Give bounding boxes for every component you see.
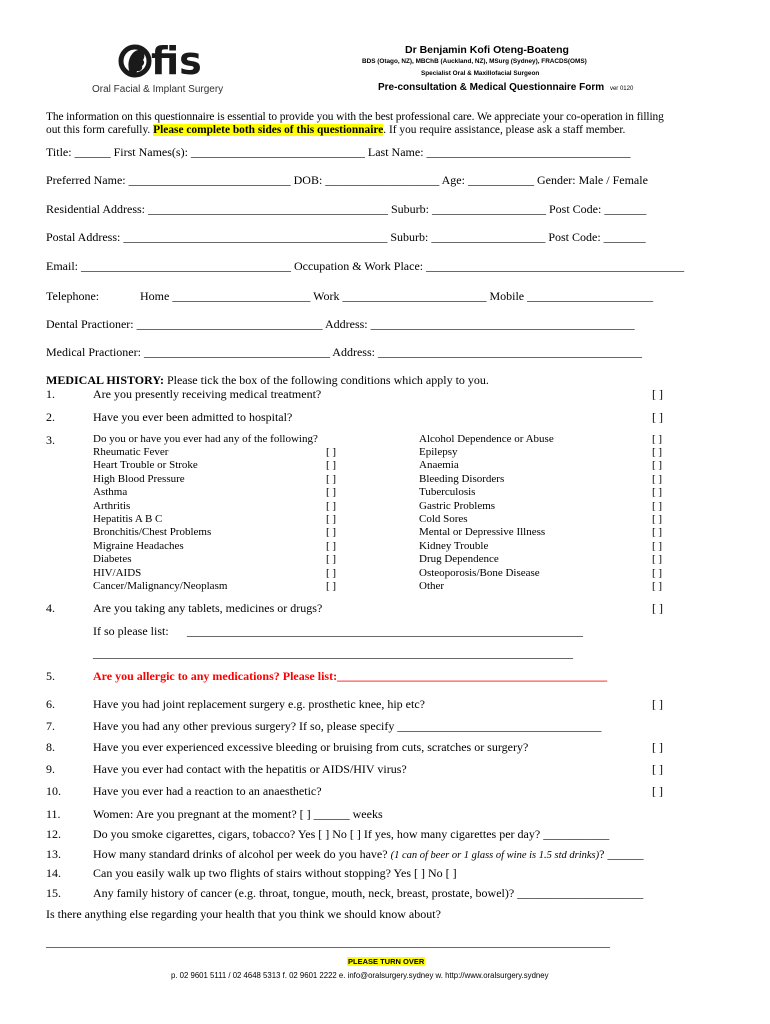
q10-number: 10.	[46, 784, 61, 798]
intro-text-end: . If you require assistance, please ask a staff member.	[383, 124, 626, 136]
condition-left: HIV/AIDS	[93, 566, 142, 579]
condition-right: Anaemia	[419, 459, 459, 472]
medical-history-instruction: Please tick the box of the following conditions which apply to you.	[166, 373, 489, 387]
condition-checkbox[interactable]: [ ]	[652, 553, 663, 566]
q6-text: Have you had joint replacement surgery e.g. prosthetic knee, hip etc?	[93, 697, 425, 711]
condition-checkbox[interactable]: [ ]	[652, 486, 663, 499]
q9-text: Have you ever had contact with the hepatitis or AIDS/HIV virus?	[93, 762, 407, 776]
residential-address-field[interactable]: Residential Address: ________________________________________ Suburb: ___________________ Post Code: _______	[46, 202, 647, 216]
telephone-fields[interactable]: Home _______________________ Work ________________________ Mobile _____________________	[140, 289, 654, 303]
q10-text: Have you ever had a reaction to an anaesthetic?	[93, 784, 322, 798]
condition-checkbox[interactable]: [ ]	[326, 539, 337, 552]
intro-highlight: Please complete both sides of this questionnaire	[153, 124, 384, 136]
condition-right: Epilepsy	[419, 446, 458, 458]
q11-pregnancy-field[interactable]: Women: Are you pregnant at the moment? [ ] ______ weeks	[93, 807, 383, 821]
logo-tagline: Oral Facial & Implant Surgery	[92, 84, 224, 95]
condition-checkbox[interactable]: [ ]	[652, 526, 663, 539]
footer-contact: p. 02 9601 5111 / 02 4648 5313 f. 02 9601 2222 e. info@oralsurgery.sydney w. http://www.oralsurgery.sydney	[171, 971, 549, 980]
postal-address-field[interactable]: Postal Address: ____________________________________________ Suburb: ___________________ Post Code: _______	[46, 230, 646, 244]
q15-number: 15.	[46, 886, 61, 900]
q5-number: 5.	[46, 669, 55, 683]
q4-list-line-1[interactable]: __________________________________________________________________	[187, 624, 583, 638]
q5-allergy-field[interactable]: Are you allergic to any medications? Please list:_____________________________________________	[93, 669, 608, 683]
condition-checkbox[interactable]: [ ]	[326, 526, 337, 539]
condition-checkbox[interactable]: [ ]	[326, 446, 337, 458]
q1-number: 1.	[46, 387, 55, 401]
q7-number: 7.	[46, 719, 55, 733]
condition-checkbox[interactable]: [ ]	[652, 446, 663, 458]
q13-blank: ? ______	[599, 847, 644, 861]
condition-checkbox[interactable]: [ ]	[326, 566, 337, 579]
q8-text: Have you ever experienced excessive bleeding or bruising from cuts, scratches or surgery?	[93, 740, 529, 754]
condition-left: Arthritis	[93, 499, 131, 512]
q8-number: 8.	[46, 740, 55, 754]
q14-number: 14.	[46, 866, 61, 880]
q9-number: 9.	[46, 762, 55, 776]
title-names-field[interactable]: Title: ______ First Names(s): _____________________________ Last Name: __________________________________	[46, 145, 631, 159]
q4-checkbox[interactable]: [ ]	[652, 601, 663, 615]
condition-checkbox[interactable]: [ ]	[652, 539, 663, 552]
doctor-name: Dr Benjamin Kofi Oteng-Boateng	[405, 44, 569, 56]
condition-left: Rheumatic Fever	[93, 446, 169, 458]
q2-text: Have you ever been admitted to hospital?	[93, 410, 293, 424]
q13-number: 13.	[46, 847, 61, 861]
form-title	[378, 82, 633, 93]
svg-text:fis: fis	[151, 39, 202, 83]
form-title-text: Pre-consultation & Medical Questionnaire Form	[378, 82, 605, 93]
condition-checkbox[interactable]: [ ]	[326, 459, 337, 472]
q4-list-label: If so please list:	[93, 624, 169, 638]
intro-line-2	[46, 124, 625, 136]
condition-left: Hepatitis A B C	[93, 513, 163, 526]
condition-left: Diabetes	[93, 553, 132, 566]
q6-number: 6.	[46, 697, 55, 711]
condition-checkbox[interactable]: [ ]	[326, 486, 337, 499]
condition-right: Other	[419, 580, 445, 593]
condition-right: Gastric Problems	[419, 499, 496, 512]
dental-practitioner-field[interactable]: Dental Practioner: _______________________________ Address: ____________________________________________	[46, 317, 635, 331]
condition-left: Migraine Headaches	[93, 539, 184, 552]
condition-right: Mental or Depressive Illness	[419, 526, 546, 539]
condition-checkbox[interactable]: [ ]	[652, 513, 663, 526]
medical-history-title: MEDICAL HISTORY:	[46, 373, 164, 387]
q15-family-history-field[interactable]: Any family history of cancer (e.g. throat, tongue, mouth, neck, breast, prostate, bowel)? _____________________	[93, 886, 644, 900]
condition-right: Drug Dependence	[419, 553, 499, 566]
condition-right: Bleeding Disorders	[419, 472, 505, 485]
q13-alcohol-field[interactable]	[93, 847, 643, 862]
condition-checkbox[interactable]: [ ]	[652, 580, 663, 593]
condition-left: Heart Trouble or Stroke	[93, 459, 198, 472]
q6-checkbox[interactable]: [ ]	[652, 697, 663, 711]
qualifications: BDS (Otago, NZ), MBChB (Auckland, NZ), MSurg (Sydney), FRACDS(OMS)	[362, 58, 587, 65]
q7-surgery-field[interactable]: Have you had any other previous surgery? If so, please specify __________________________________	[93, 719, 602, 733]
q1-checkbox[interactable]: [ ]	[652, 387, 663, 401]
condition-left: Asthma	[93, 486, 128, 499]
q11-number: 11.	[46, 807, 61, 821]
turn-over-notice: PLEASE TURN OVER	[348, 957, 425, 966]
condition-checkbox[interactable]: [ ]	[652, 472, 663, 485]
extra-answer-line[interactable]: ______________________________________________________________________________________________	[46, 935, 610, 949]
preferred-name-field[interactable]: Preferred Name: ___________________________ DOB: ___________________ Age: ___________ Gender: Male / Female	[46, 173, 648, 187]
q3-number: 3.	[46, 433, 55, 447]
condition-checkbox[interactable]: [ ]	[652, 459, 663, 472]
condition-right: Osteoporosis/Bone Disease	[419, 566, 540, 579]
q14-stairs-field[interactable]: Can you easily walk up two flights of stairs without stopping? Yes [ ] No [ ]	[93, 866, 457, 880]
q4-list-line-2[interactable]: ________________________________________________________________________________	[93, 646, 573, 660]
q3-alcohol-checkbox[interactable]: [ ]	[652, 433, 663, 445]
q13-text: How many standard drinks of alcohol per week do you have?	[93, 847, 391, 861]
condition-right: Tuberculosis	[419, 486, 476, 499]
conditions-right-checkboxes	[652, 446, 662, 593]
q2-checkbox[interactable]: [ ]	[652, 410, 663, 424]
q2-number: 2.	[46, 410, 55, 424]
q8-checkbox[interactable]: [ ]	[652, 740, 663, 754]
q9-checkbox[interactable]: [ ]	[652, 762, 663, 776]
q4-number: 4.	[46, 601, 55, 615]
email-occupation-field[interactable]: Email: ___________________________________ Occupation & Work Place: ___________________________________________	[46, 259, 685, 273]
condition-right: Kidney Trouble	[419, 539, 489, 552]
condition-checkbox[interactable]: [ ]	[326, 580, 337, 593]
intro-text: out this form carefully.	[46, 124, 151, 136]
q13-note: (1 can of beer or 1 glass of wine is 1.5 std drinks)	[390, 850, 600, 861]
q12-smoking-field[interactable]: Do you smoke cigarettes, cigars, tobacco? Yes [ ] No [ ] If yes, how many cigarettes per day? ___________	[93, 827, 610, 841]
q10-checkbox[interactable]: [ ]	[652, 784, 663, 798]
q4-text: Are you taking any tablets, medicines or drugs?	[93, 601, 323, 615]
q12-number: 12.	[46, 827, 61, 841]
specialty: Specialist Oral & Maxillofacial Surgeon	[421, 70, 540, 77]
condition-checkbox[interactable]: [ ]	[326, 553, 337, 566]
medical-practitioner-field[interactable]: Medical Practioner: _______________________________ Address: ____________________________________________	[46, 345, 642, 359]
q1-text: Are you presently receiving medical treatment?	[93, 387, 322, 401]
q3-text: Do you or have you ever had any of the following?	[93, 433, 318, 445]
condition-right: Cold Sores	[419, 513, 468, 526]
condition-left: Cancer/Malignancy/Neoplasm	[93, 580, 228, 593]
form-version: ver 0120	[609, 86, 634, 92]
condition-right-0: Alcohol Dependence or Abuse	[419, 433, 554, 445]
condition-left: High Blood Pressure	[93, 472, 185, 485]
conditions-left-checkboxes	[326, 446, 336, 593]
condition-left: Bronchitis/Chest Problems	[93, 526, 212, 539]
condition-checkbox[interactable]: [ ]	[652, 499, 663, 512]
condition-checkbox[interactable]: [ ]	[326, 472, 337, 485]
conditions-right-list	[419, 446, 545, 593]
condition-checkbox[interactable]: [ ]	[652, 566, 663, 579]
telephone-label: Telephone:	[46, 289, 100, 303]
intro-line-1: The information on this questionnaire is essential to provide you with the best professional care. We appreciate your co-operation in filling	[46, 111, 664, 123]
condition-checkbox[interactable]: [ ]	[326, 513, 337, 526]
medical-history-heading	[46, 373, 489, 388]
condition-checkbox[interactable]: [ ]	[326, 499, 337, 512]
conditions-left-list	[93, 446, 227, 593]
extra-question: Is there anything else regarding your health that you think we should know about?	[46, 907, 441, 921]
